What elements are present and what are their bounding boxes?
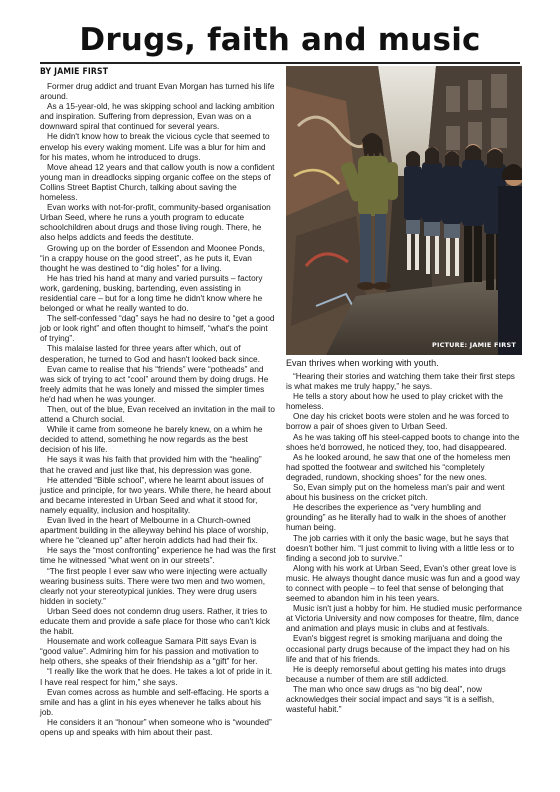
article-paragraph: Evan lived in the heart of Melbourne in a Church-owned apartment building in the alleyway behind his place of worship, where he “cleaned up” after heroin addicts had had their fix. xyxy=(40,516,269,546)
article-paragraph: Move ahead 12 years and that callow youth is now a confident young man in dreadlocks sipping organic coffee on the steps of Collins Street Baptist Church, talking about saving the homeless. xyxy=(40,162,275,203)
article-paragraph: He considers it an “honour” when someone who is “wounded” opens up and speaks with him about their past. xyxy=(40,717,272,737)
article-paragraph: The man who once saw drugs as “no big deal”, now acknowledges their social impact and says “it is a selfish, wasteful habit.” xyxy=(286,684,495,715)
article-paragraph: “The first people I ever saw who were injecting were actually wearing business suits. There were two men and two women, clearly not your stereotypical junkies. They were drug users hidden in society.” xyxy=(40,566,268,606)
article-paragraph: The job carries with it only the basic wage, but he says that doesn't bother him. “I just commit to living with a little less or to finding a second job to survive.” xyxy=(286,533,515,563)
article-right-column xyxy=(286,372,522,715)
alleyway-photo-illustration xyxy=(286,66,522,355)
article-paragraph: Evan comes across as humble and self-effacing. He sports a smile and has a glint in his eyes whenever he talks about his job. xyxy=(40,687,269,717)
article-paragraph: He describes the experience as “very humbling and grounding” as he literally had to walk in the shoes of another human being. xyxy=(286,503,507,533)
byline: BY JAMIE FIRST xyxy=(40,67,109,77)
article-paragraph: He says it was his faith that provided him with the “healing” that he craved and just like that, his depression was gone. xyxy=(40,455,262,475)
article-paragraph: He attended “Bible school”, where he learnt about issues of justice and principle, for two years. While there, he heard about and became interested in Urban Seed and what it stood for, namely equality, inclusion and hospitality. xyxy=(40,475,271,515)
article-paragraph: The self-confessed “dag” says he had no desire to “get a good job or look right” and often thought to himself, “what's the point of trying”. xyxy=(40,314,275,344)
article-paragraph: Evan works with not-for-profit, community-based organisation Urban Seed, where he runs a youth program to educate schoolchildren about drugs and those living rough. There, he also helps addicts and feeds the destitute. xyxy=(40,203,271,243)
article-paragraph: Urban Seed does not condemn drug users. Rather, it tries to educate them and provide a safe place for those who can't kick the habit. xyxy=(40,606,270,637)
article-paragraph: He didn't know how to break the vicious cycle that seemed to envelop his every waking moment. Life was a blur for him and for his mates, whom he introduced to drugs. xyxy=(40,132,270,162)
article-paragraph: As he looked around, he saw that one of the homeless men had spotted the footwear and switched his “completely degraded, rundown, shocking shoes” for the new ones. xyxy=(286,452,511,482)
article-headline: Drugs, faith and music xyxy=(79,22,481,58)
article-paragraph: Along with his work at Urban Seed, Evan's other great love is music. He always thought dance music was fun and a good way to connect with people – to feel that sense of belonging that seemed to abandon him in his teen years. xyxy=(286,563,520,604)
article-photo xyxy=(286,66,522,355)
article-paragraph: Evan's biggest regret is smoking marijuana and doing the occasional party drugs because of the impact they had on his life and that of his friends. xyxy=(286,634,510,664)
article-paragraph: Then, out of the blue, Evan received an invitation in the mail to attend a Church social. xyxy=(40,405,275,425)
article-paragraph: He says the “most confronting” experience he had was the first time he witnessed “what went on in our streets”. xyxy=(40,546,276,566)
article-paragraph: He is deeply remorseful about getting his mates into drugs because a number of them are still addicted. xyxy=(286,664,506,684)
article-paragraph: As a 15-year-old, he was skipping school and lacking ambition and inspiration. Suffering from depression, Evan was on a downward spiral that continued for several years. xyxy=(40,102,275,132)
article-paragraph: As he was taking off his steel-capped boots to change into the shoes he'd borrowed, he noticed they, too, had disappeared. xyxy=(286,432,520,452)
photo-credit: PICTURE: JAMIE FIRST xyxy=(432,341,516,349)
article-paragraph: While it came from someone he barely knew, on a whim he decided to attend, something he now regards as the best decision of his life. xyxy=(40,425,263,455)
headline-rule xyxy=(40,62,520,64)
article-paragraph: Housemate and work colleague Samara Pitt says Evan is “good value”. Admiring him for his passion and motivation to help others, she speaks of their friendship as a “gift” for her. xyxy=(40,637,259,667)
article-paragraph: One day his cricket boots were stolen and he was forced to borrow a pair of shoes given to Urban Seed. xyxy=(286,412,509,432)
article-paragraph: “I really like the work that he does. He takes a lot of pride in it. I have real respect for him,” she says. xyxy=(40,667,273,687)
article-left-column xyxy=(40,82,276,738)
article-paragraph: Evan came to realise that his “friends” were “potheads” and was sick of trying to act “cool” around them by doing drugs. He freely admits that he was lonely and missed the simpler times he'd had when he was younger. xyxy=(40,364,269,404)
article-paragraph: Growing up on the border of Essendon and Moonee Ponds, “in a crappy house on the good street”, as he puts it, Evan thought he was destined to “dig holes” for a living. xyxy=(40,243,265,273)
article-paragraph: “Hearing their stories and watching them take their first steps is what makes me truly happy,” he says. xyxy=(286,372,515,392)
article-paragraph: This malaise lasted for three years after which, out of desperation, he turned to God and hasn't looked back since. xyxy=(40,344,260,364)
photo-caption: Evan thrives when working with youth. xyxy=(286,358,439,368)
article-paragraph: He tells a story about how he used to play cricket with the homeless. xyxy=(286,392,504,412)
article-paragraph: He has tried his hand at many and varied pursuits – factory work, gardening, busking, bartending, even assisting in residential care – but for a long time he didn't know where he belonged or what he really wanted to do. xyxy=(40,273,263,314)
article-paragraph: So, Evan simply put on the homeless man's pair and went about his business on the cricket pitch. xyxy=(286,483,505,503)
article-paragraph: Former drug addict and truant Evan Morgan has turned his life around. xyxy=(40,82,275,102)
article-paragraph: Music isn't just a hobby for him. He studied music performance at Victoria University and now composes for theatre, film, dance and animation and plays music in clubs and at festivals. xyxy=(286,604,523,634)
